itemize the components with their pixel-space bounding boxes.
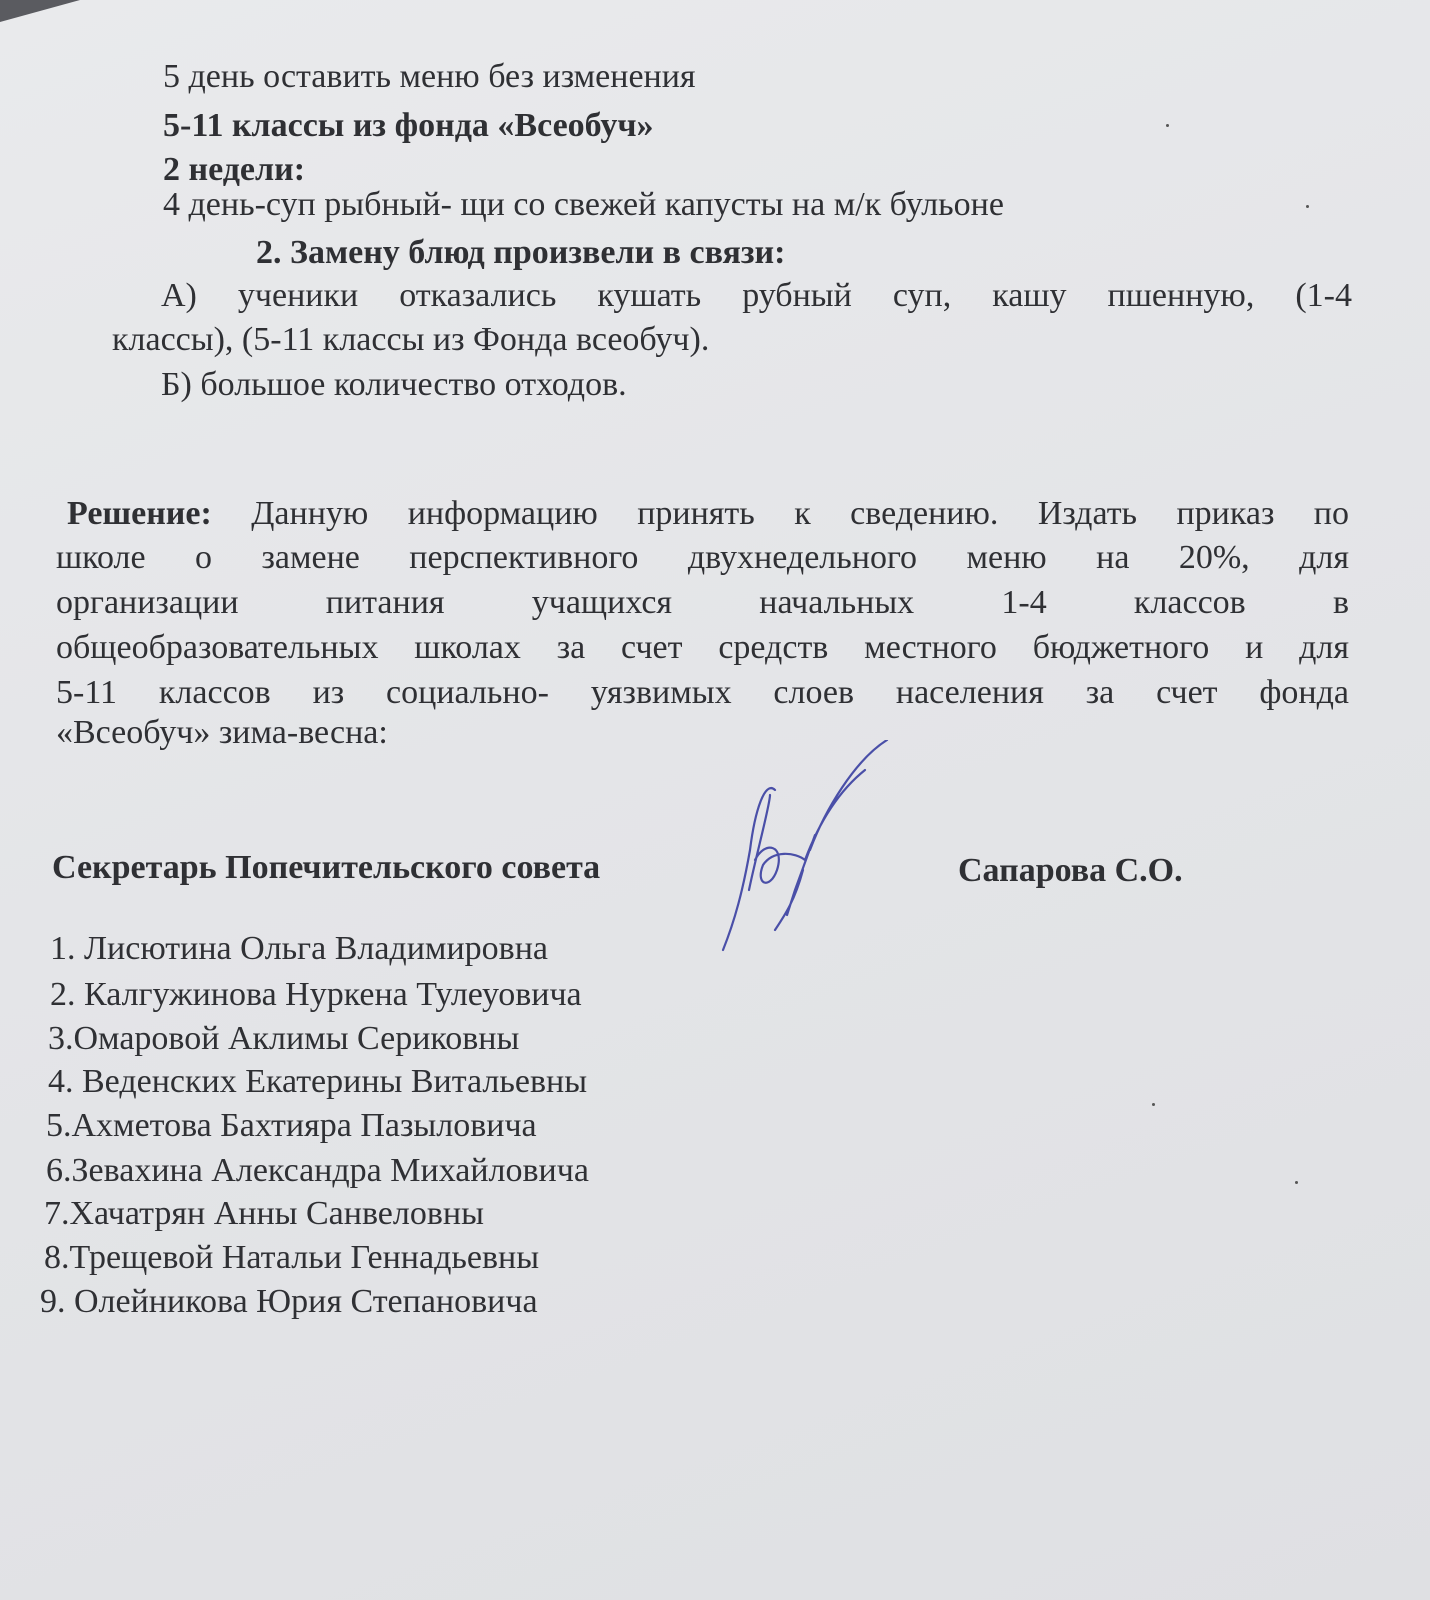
member-item: 7.Хачатрян Анны Санвеловны xyxy=(44,1195,484,1232)
paper-speck xyxy=(1306,205,1309,208)
reason-item-a-line1: А) ученики отказались кушать рубный суп, кашу пшенную, (1-4 xyxy=(161,277,1352,314)
signatory-title: Секретарь Попечительского совета xyxy=(52,849,601,886)
heading-5-11-classes: 5-11 классы из фонда «Всеобуч» xyxy=(163,107,654,144)
member-item: 2. Калгужинова Нуркена Тулеуовича xyxy=(50,976,582,1013)
decision-line3: организации питания учащихся начальных 1-4 классов в xyxy=(56,584,1349,621)
member-item: 1. Лисютина Ольга Владимировна xyxy=(50,930,548,967)
page-corner-shadow xyxy=(0,0,80,22)
decision-line6: «Всеобуч» зима-весна: xyxy=(56,714,388,751)
decision-line5: 5-11 классов из социально- уязвимых слоев населения за счет фонда xyxy=(56,674,1349,711)
menu-line-day5: 5 день оставить меню без изменения xyxy=(163,58,696,95)
member-item: 4. Веденских Екатерины Витальевны xyxy=(48,1063,588,1100)
decision-line4: общеобразовательных школах за счет средств местного бюджетного и для xyxy=(56,629,1349,666)
member-item: 5.Ахметова Бахтияра Пазыловича xyxy=(46,1107,537,1144)
handwritten-signature xyxy=(715,740,895,960)
member-item: 6.Зевахина Александра Михайловича xyxy=(46,1152,589,1189)
decision-label: Решение: xyxy=(67,495,212,532)
reason-item-a-line2: классы), (5-11 классы из Фонда всеобуч). xyxy=(112,321,710,358)
member-item: 9. Олейникова Юрия Степановича xyxy=(40,1283,538,1320)
reason-item-b: Б) большое количество отходов. xyxy=(161,366,627,403)
decision-line1-text: Данную информацию принять к сведению. Издать приказ по xyxy=(251,495,1349,532)
signatory-name: Сапарова С.О. xyxy=(958,852,1183,889)
menu-line-day4: 4 день-суп рыбный- щи со свежей капусты на м/к бульоне xyxy=(163,186,1004,223)
reason-heading: 2. Замену блюд произвели в связи: xyxy=(256,234,786,271)
member-item: 3.Омаровой Аклимы Сериковны xyxy=(48,1020,520,1057)
member-item: 8.Трещевой Натальи Геннадьевны xyxy=(44,1239,540,1276)
heading-two-weeks: 2 недели: xyxy=(163,151,306,188)
paper-speck xyxy=(1166,124,1169,127)
decision-line2: школе о замене перспективного двухнедельного меню на 20%, для xyxy=(56,539,1349,576)
paper-speck xyxy=(1152,1103,1155,1106)
paper-speck xyxy=(1295,1181,1298,1184)
decision-line1 xyxy=(67,494,1349,534)
